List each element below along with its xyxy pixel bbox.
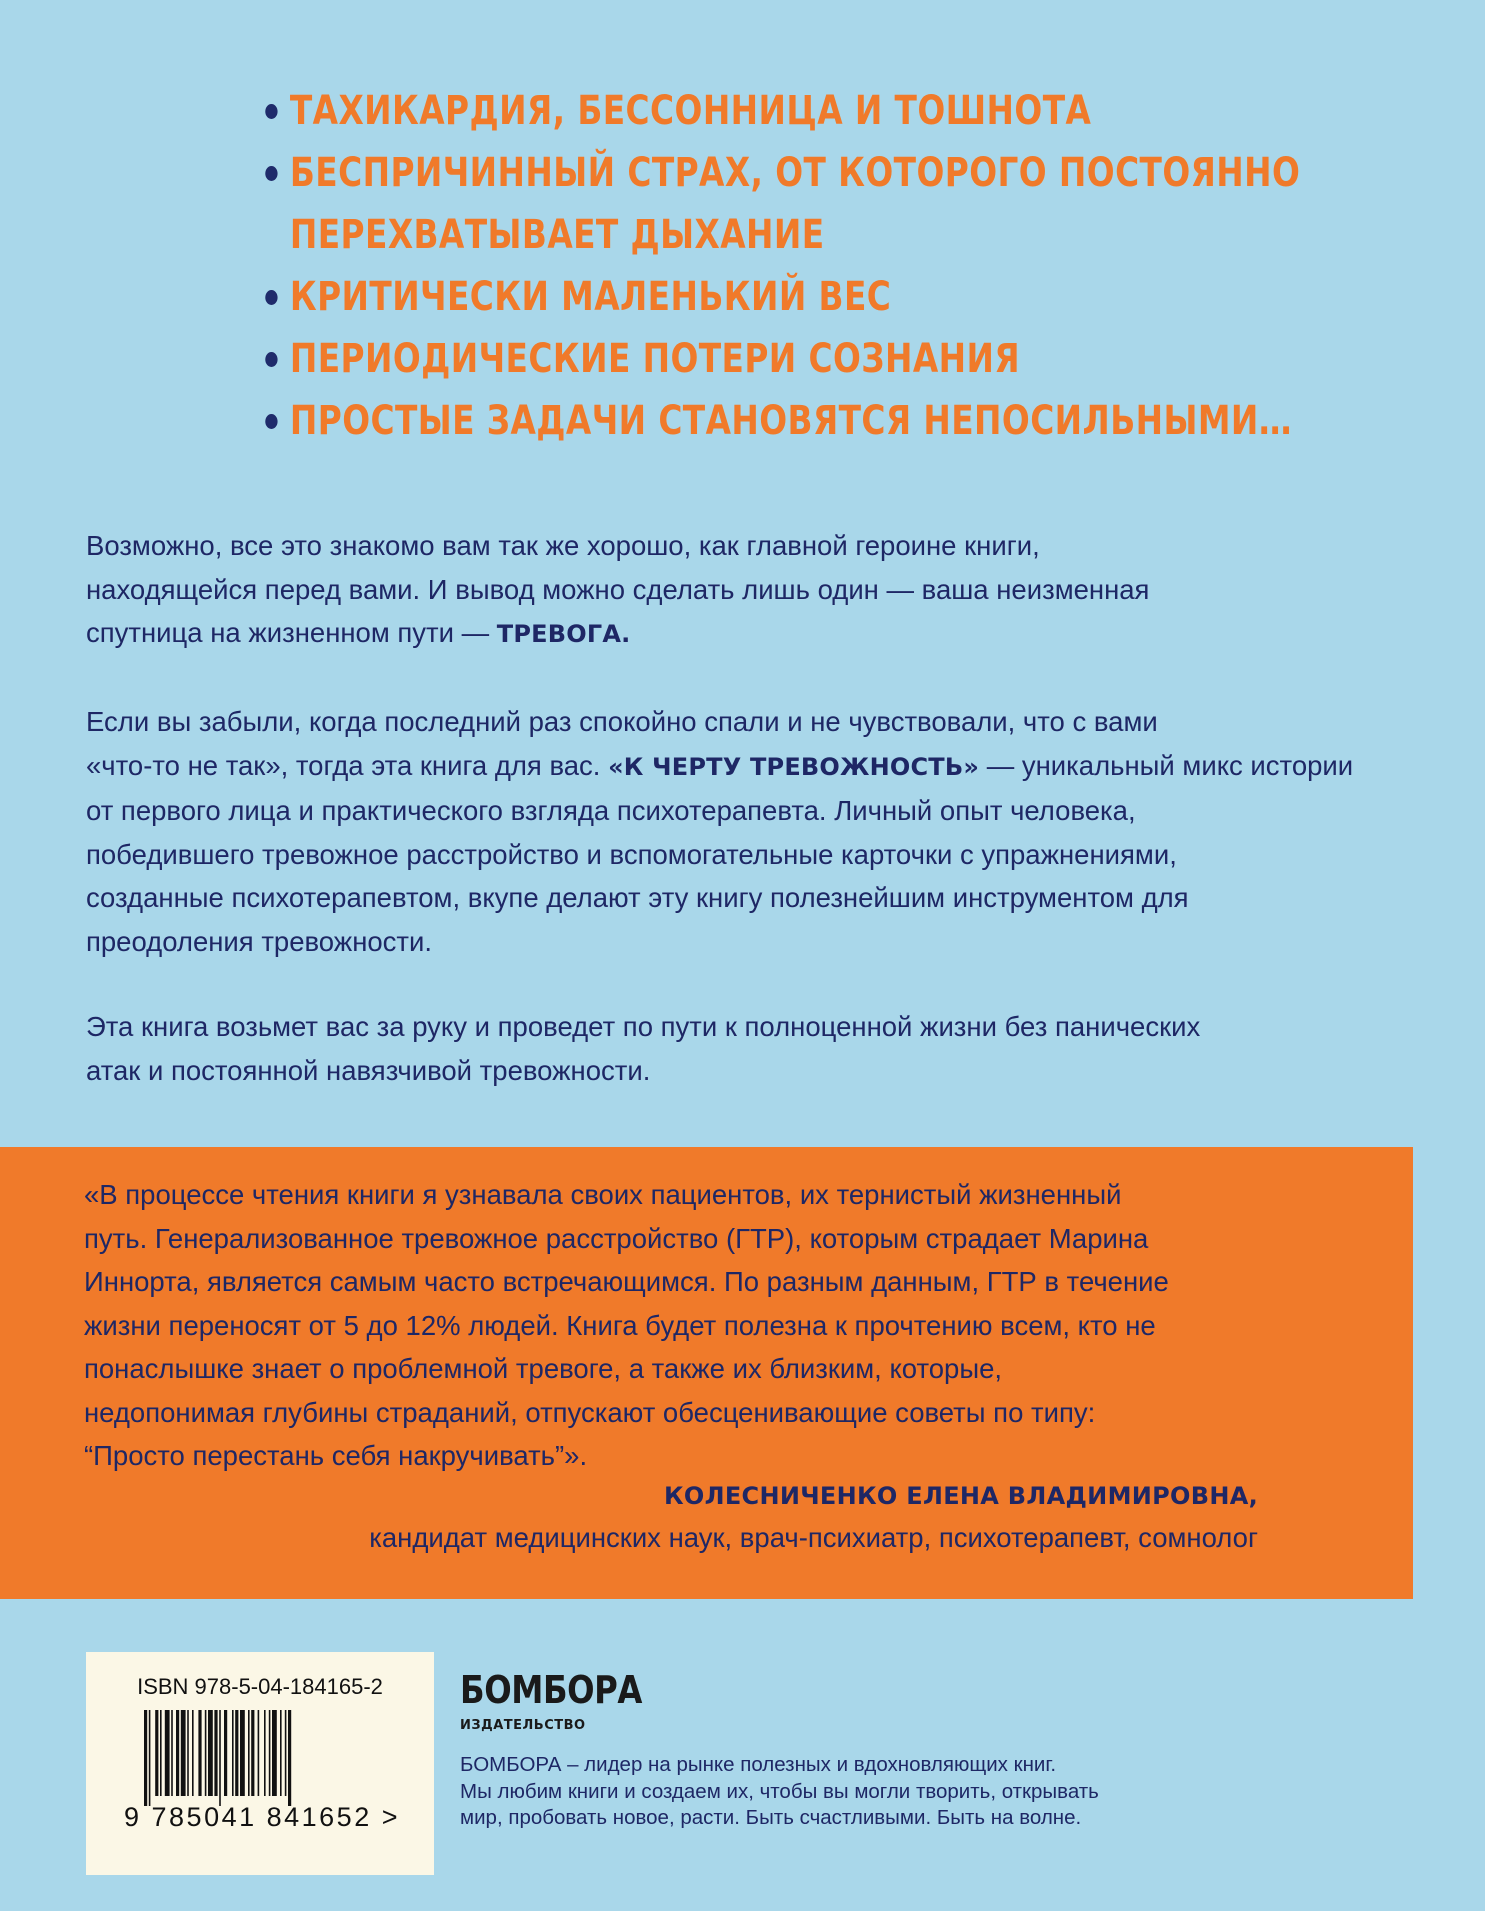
barcode-bars-icon	[144, 1710, 376, 1806]
paragraph-text: «что-то не так», тогда эта книга для вас.	[86, 749, 609, 781]
barcode-bar	[272, 1710, 277, 1796]
paragraph-line: преодоления тревожности.	[86, 925, 433, 957]
bullet-dot-icon	[265, 166, 277, 181]
barcode-bar	[269, 1710, 271, 1796]
barcode-bar	[232, 1710, 234, 1796]
bullet-dot-icon	[265, 414, 277, 429]
paragraph-line: победившего тревожное расстройство и вспомогательные карточки с упражнениями,	[86, 838, 1177, 870]
quote-line: понаслышке знает о проблемной тревоге, а также их близким, которые,	[84, 1353, 1003, 1384]
isbn-number: ISBN 978-5-04-184165-2	[137, 1674, 383, 1699]
barcode-bar	[240, 1710, 245, 1796]
barcode-bar	[258, 1710, 260, 1796]
symptom-item	[262, 266, 1082, 328]
barcode-bar	[176, 1710, 179, 1796]
isbn-barcode	[86, 1652, 434, 1875]
quote-text	[84, 1173, 1384, 1478]
barcode-bar	[285, 1710, 287, 1796]
description-paragraph	[86, 700, 1416, 963]
barcode-bar	[165, 1710, 170, 1796]
quote-line: жизни переносят от 5 до 12% людей. Книга будет полезна к прочтению всем, кто не	[84, 1309, 1156, 1341]
paragraph-line	[86, 744, 1416, 790]
quote-author: КОЛЕСНИЧЕНКО ЕЛЕНА ВЛАДИМИРОВНА,	[663, 1482, 1258, 1510]
quote-line: «В процессе чтения книги я узнавала своих пациентов, их тернистый жизненный	[84, 1179, 1122, 1210]
description-line: Мы любим книги и создаем их, чтобы вы могли творить, открывать	[460, 1779, 1099, 1803]
barcode-bar	[181, 1710, 186, 1796]
bullet-dot-icon	[265, 352, 277, 367]
barcode-bar	[198, 1710, 201, 1796]
symptom-text-continued: ПЕРЕХВАТЫВАЕТ ДЫХАНИЕ	[289, 212, 825, 258]
publisher-logo: БОМБОРА	[460, 1668, 642, 1712]
symptom-item	[262, 328, 1082, 390]
barcode-bar	[205, 1710, 207, 1796]
paragraph-line: атак и постоянной навязчивой тревожности.	[86, 1054, 651, 1086]
bullet-dot-icon	[265, 104, 277, 119]
quote-line: Иннорта, является самым часто встречающимся. По разным данным, ГТР в течение	[84, 1266, 1169, 1297]
expert-quote-block	[0, 1147, 1413, 1599]
barcode-digits: 9 785041 841652 >	[124, 1802, 400, 1832]
book-title-emphasis: «К ЧЕРТУ ТРЕВОЖНОСТЬ»	[608, 752, 980, 781]
quote-line: путь. Генерализованное тревожное расстройство (ГТР), которым страдает Марина	[84, 1222, 1149, 1254]
paragraph-line: Эта книга возьмет вас за руку и проведет по пути к полноценной жизни без панических	[86, 1011, 1201, 1042]
barcode-bar	[192, 1710, 194, 1796]
barcode-bar	[171, 1710, 173, 1796]
symptom-text: БЕСПРИЧИННЫЙ СТРАХ, ОТ КОТОРОГО ПОСТОЯННО	[289, 150, 1301, 196]
barcode-bar	[208, 1710, 213, 1796]
quote-line: “Просто перестань себя накручивать”».	[84, 1440, 588, 1471]
quote-author-title: кандидат медицинских наук, врач-психиатр, психотерапевт, сомнолог	[369, 1522, 1258, 1553]
barcode-bar	[224, 1710, 227, 1796]
paragraph-text: — уникальный микс истории	[979, 749, 1354, 781]
barcode-bar	[149, 1710, 151, 1806]
symptom-item	[262, 142, 1301, 266]
barcode-bar	[187, 1710, 189, 1796]
barcode-bar	[235, 1710, 238, 1796]
barcode-bar	[144, 1710, 147, 1806]
intro-paragraph	[86, 524, 1416, 657]
paragraph-line: созданные психотерапевтом, вкупе делают эту книгу полезнейшим инструментом для	[86, 882, 1189, 913]
paragraph-line: находящейся перед вами. И вывод можно сделать лишь один — ваша неизменная	[86, 573, 1150, 605]
publisher-subtitle: ИЗДАТЕЛЬСТВО	[460, 1718, 586, 1733]
barcode-bar	[288, 1710, 291, 1806]
paragraph-line: Если вы забыли, когда последний раз спокойно спали и не чувствовали, что с вами	[86, 706, 1158, 737]
symptom-text: ПРОСТЫЕ ЗАДАЧИ СТАНОВЯТСЯ НЕПОСИЛЬНЫМИ…	[289, 398, 1292, 444]
symptom-list	[262, 80, 1301, 452]
publisher-description	[460, 1752, 1360, 1832]
description-line: БОМБОРА – лидер на рынке полезных и вдохновляющих книг.	[460, 1753, 1057, 1776]
symptom-text: КРИТИЧЕСКИ МАЛЕНЬКИЙ ВЕС	[289, 274, 892, 320]
emphasis-anxiety: ТРЕВОГА.	[496, 620, 631, 648]
closing-paragraph	[86, 1005, 1416, 1092]
barcode-bar	[155, 1710, 158, 1796]
barcode-bar	[251, 1710, 254, 1796]
quote-line: недопонимая глубины страданий, отпускают обесценивающие советы по типу:	[84, 1396, 1096, 1428]
paragraph-line	[86, 611, 1416, 657]
bullet-dot-icon	[265, 290, 277, 305]
barcode-bar	[248, 1710, 250, 1796]
barcode-bar	[280, 1710, 282, 1796]
symptom-item	[262, 390, 1292, 452]
barcode-bar	[264, 1710, 266, 1796]
barcode-bar	[214, 1710, 217, 1796]
barcode-bar	[160, 1710, 162, 1796]
symptom-text: ТАХИКАРДИЯ, БЕССОННИЦА И ТОШНОТА	[289, 88, 1092, 134]
description-line: мир, пробовать новое, расти. Быть счастливыми. Быть на волне.	[460, 1806, 1082, 1829]
symptom-text: ПЕРИОДИЧЕСКИЕ ПОТЕРИ СОЗНАНИЯ	[289, 336, 1021, 382]
paragraph-text: спутница на жизненном пути —	[86, 617, 497, 648]
paragraph-line: Возможно, все это знакомо вам так же хорошо, как главной героине книги,	[86, 530, 1040, 561]
symptom-item	[262, 80, 1092, 142]
barcode-bar	[219, 1710, 221, 1806]
paragraph-line: от первого лица и практического взгляда психотерапевта. Личный опыт человека,	[86, 795, 1136, 826]
